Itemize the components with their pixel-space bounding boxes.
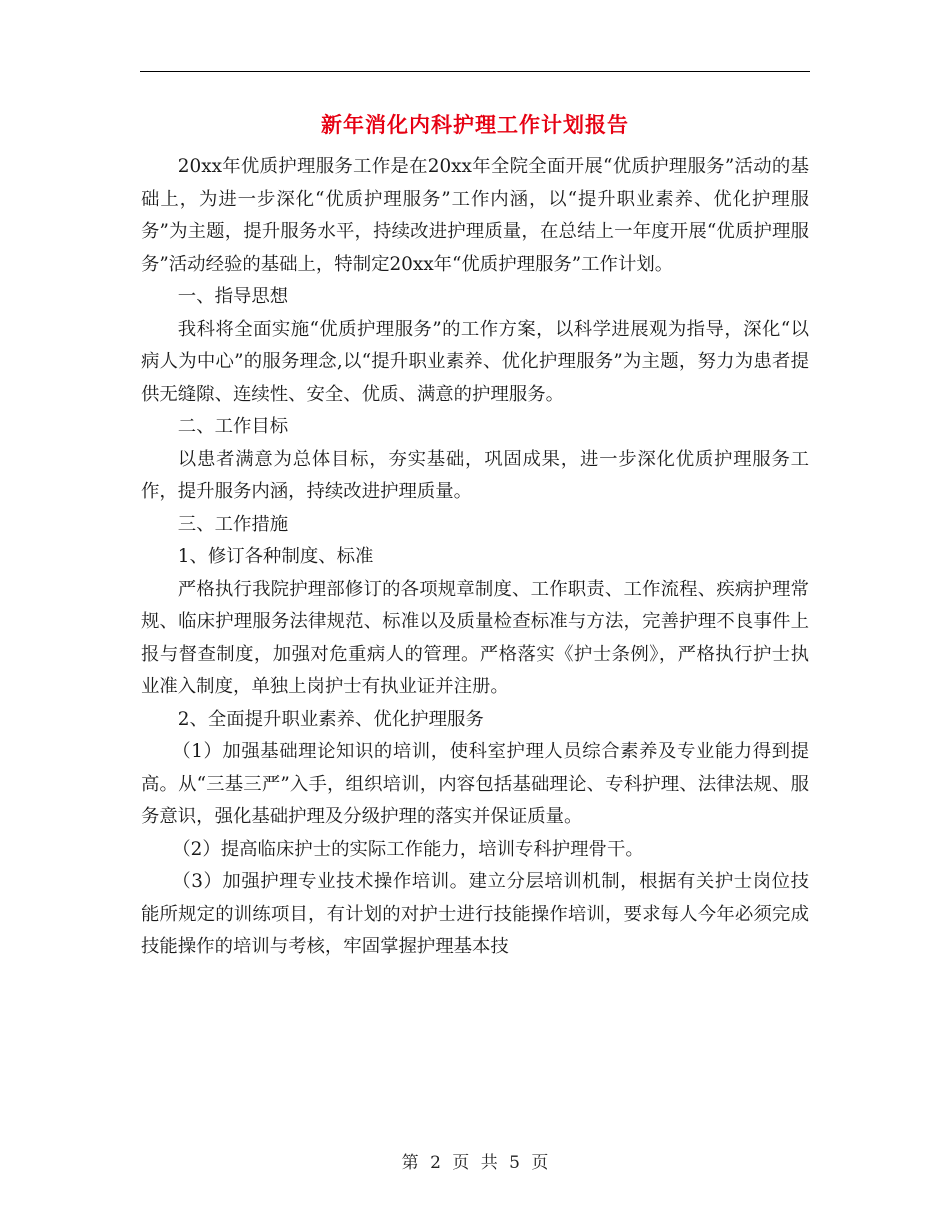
subheading-improve-service: 2、全面提升职业素养、优化护理服务 (177, 708, 484, 730)
page-footer: 第 2 页 共 5 页 (401, 1153, 549, 1173)
list-item-training: （1）加强基础理论知识的培训，使科室护理人员综合素养及专业能力得到提高。从“三基三严”入手，组织培训，内容包括基础理论、专科护理、法律法规、服务意识，强化基础护理及分级护理的落实并保证质量。 (141, 741, 809, 827)
intro-paragraph: 20xx年优质护理服务工作是在20xx年全院全面开展“优质护理服务”活动的基础上，为进一步深化“优质护理服务”工作内涵，以“提升职业素养、优化护理服务”为主题，提升服务水平，持续改进护理质量，在总结上一年度开展“优质护理服务”活动经验的基础上，特制定20xx年“优质护理服务”工作计划。 (141, 156, 809, 275)
paragraph-work-goals: 以患者满意为总体目标，夯实基础，巩固成果，进一步深化优质护理服务工作，提升服务内涵，持续改进护理质量。 (141, 448, 809, 502)
subheading-revise-standards: 1、修订各种制度、标准 (177, 546, 374, 567)
paragraph-guiding-ideology: 我科将全面实施“优质护理服务”的工作方案，以科学进展观为指导，深化“以病人为中心”的服务理念,以“提升职业素养、优化护理服务”为主题，努力为患者提供无缝隙、连续性、安全、优质、满意的护理服务。 (141, 318, 809, 405)
document-body (141, 151, 809, 964)
section-heading-work-goals: 二、工作目标 (177, 416, 289, 437)
list-item-skill-training: （3）加强护理专业技术操作培训。建立分层培训机制，根据有关护士岗位技能所规定的训练项目，有计划的对护士进行技能操作培训，要求每人今年必须完成技能操作的培训与考核，牢固掌握护理基本技 (141, 871, 809, 957)
paragraph-revise-standards: 严格执行我院护理部修订的各项规章制度、工作职责、工作流程、疾病护理常规、临床护理服务法律规范、标准以及质量检查标准与方法，完善护理不良事件上报与督查制度，加强对危重病人的管理。严格落实《护士条例》，严格执行护士执业准入制度，单独上岗护士有执业证并注册。 (141, 578, 809, 697)
section-heading-guiding-ideology: 一、指导思想 (177, 286, 289, 307)
list-item-practical-ability: （2）提高临床护士的实际工作能力，培训专科护理骨干。 (172, 838, 644, 860)
section-heading-work-measures: 三、工作措施 (177, 513, 289, 535)
header-rule (140, 71, 810, 72)
document-title: 新年消化内科护理工作计划报告 (321, 112, 629, 137)
